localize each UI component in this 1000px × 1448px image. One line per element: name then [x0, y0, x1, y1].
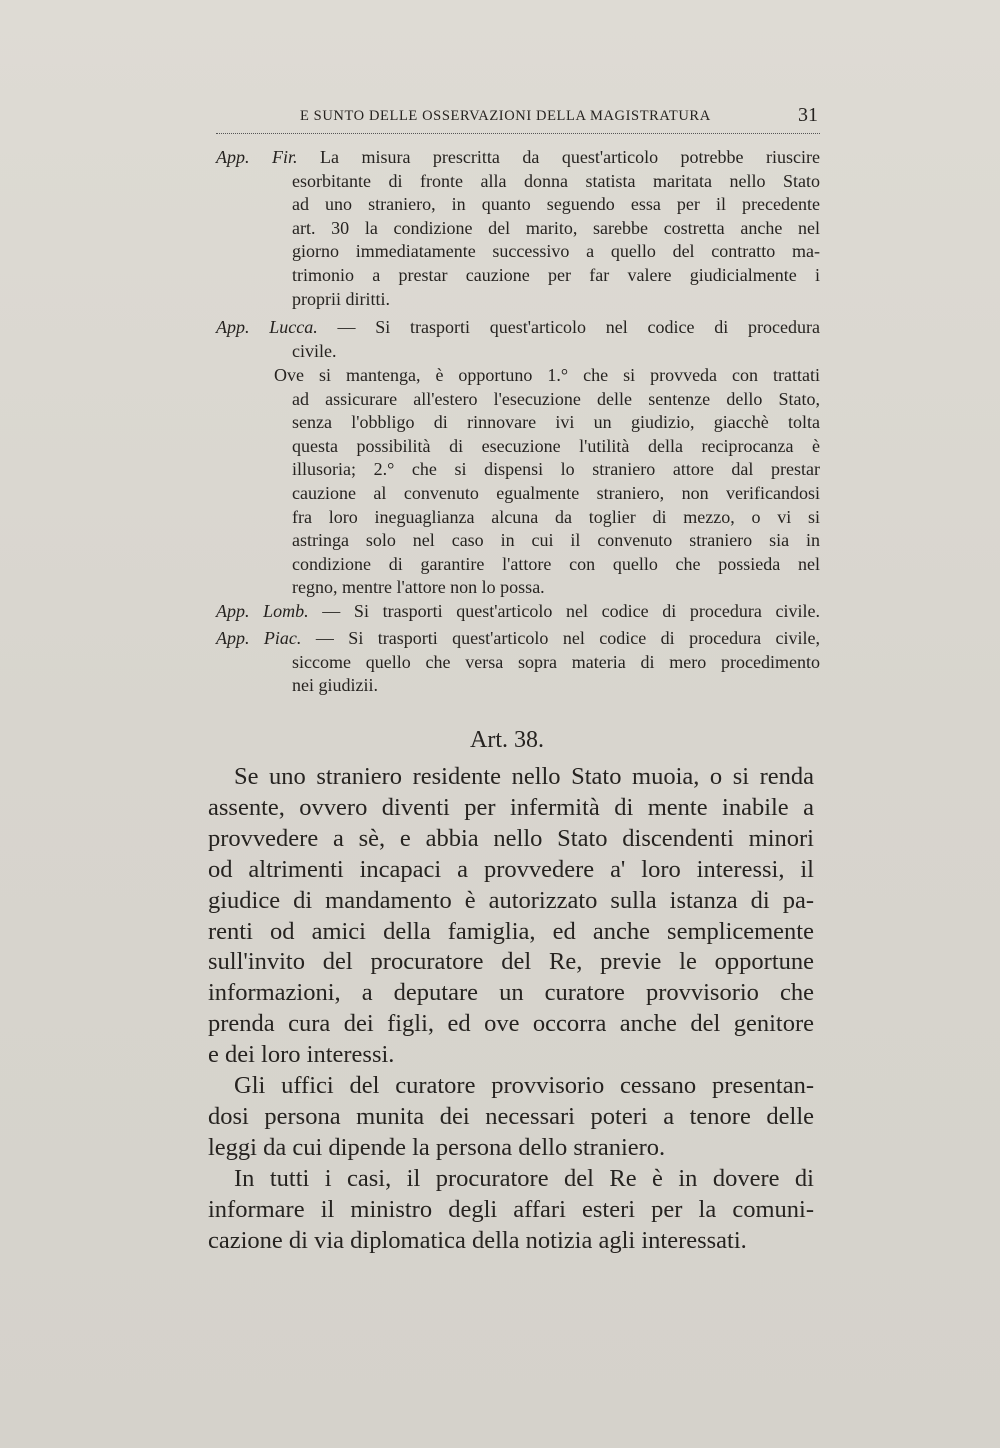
article-line: cazione di via diplomatica della notizia agli interessati. — [208, 1226, 747, 1254]
note-line: senza l'obbligo di rinnovare ivi un giudizio, giacchè tolta — [292, 412, 820, 433]
note-line: condizione di garantire l'attore con quello che possieda nel — [292, 553, 820, 574]
article-line: provvedere a sè, e abbia nello Stato discendenti minori — [208, 824, 814, 852]
note-line: siccome quello che versa sopra materia di mero procedimento — [292, 651, 820, 672]
note-line: trimonio a prestar cauzione per far valere giudicialmente i — [292, 264, 820, 285]
note-line: esorbitante di fronte alla donna statista maritata nello Stato — [292, 170, 820, 191]
page-number: 31 — [798, 104, 818, 126]
note-line: Ove si mantenga, è opportuno 1.° che si provveda con trattati — [274, 365, 820, 385]
note-line: questa possibilità di esecuzione l'utilità della reciprocanza è — [292, 435, 820, 456]
article-line: leggi da cui dipende la persona dello straniero. — [208, 1133, 666, 1161]
note-line: nei giudizii. — [292, 675, 378, 696]
note-line: regno, mentre l'attore non lo possa. — [292, 577, 545, 598]
note-line: giorno immediatamente successivo a quello del contratto ma- — [292, 241, 820, 262]
note-line: art. 30 la condizione del marito, sarebbe costretta anche nel — [292, 217, 820, 238]
note-line: illusoria; 2.° che si dispensi lo straniero attore dal prestar — [292, 459, 820, 480]
article-paragraph-2 — [208, 1071, 814, 1164]
article-line: Gli uffici del curatore provvisorio cessano presentan- — [234, 1072, 814, 1100]
article-line: sull'invito del procuratore del Re, previe le opportune — [208, 948, 814, 976]
article-line: giudice di mandamento è autorizzato sulla istanza di pa- — [208, 886, 814, 914]
note-source: App. Lucca. — [216, 317, 318, 337]
note-line: App. Fir. La misura prescritta da quest'articolo potrebbe riuscire — [216, 147, 820, 167]
note-app-piac — [216, 627, 820, 698]
article-line: Se uno straniero residente nello Stato muoia, o si renda — [234, 763, 814, 790]
article-line: assente, ovvero diventi per infermità di mente inabile a — [208, 793, 814, 821]
note-source: App. Piac. — [216, 628, 302, 648]
article-paragraph-1 — [208, 762, 814, 1071]
note-line: proprii diritti. — [292, 288, 390, 309]
note-line: App. Lomb. — Si trasporti quest'articolo nel codice di procedura civile. — [216, 601, 821, 621]
note-line: cauzione al convenuto egualmente straniero, non verificandosi — [292, 482, 820, 503]
article-line: In tutti i casi, il procuratore del Re è in dovere di — [234, 1164, 814, 1192]
header-title: E SUNTO DELLE OSSERVAZIONI DELLA MAGISTRATURA — [300, 108, 711, 124]
note-line: App. Lucca. — Si trasporti quest'articolo nel codice di procedura — [216, 317, 820, 337]
note-source: App. Lomb. — [216, 601, 309, 621]
note-line: ad uno straniero, in quanto seguendo essa per il precedente — [292, 194, 820, 215]
note-line: ad assicurare all'estero l'esecuzione delle sentenze dello Stato, — [292, 388, 820, 409]
article-line: informazioni, a deputare un curatore provvisorio che — [208, 979, 814, 1007]
article-heading: Art. 38. — [470, 727, 544, 753]
article-line: e dei loro interessi. — [208, 1041, 395, 1069]
header-rule — [216, 133, 820, 134]
note-line: civile. — [292, 340, 337, 361]
article-line: informare il ministro degli affari esteri per la comuni- — [208, 1195, 814, 1223]
note-line: fra loro ineguaglianza alcuna da toglier di mezzo, o vi si — [292, 506, 820, 527]
article-line: dosi persona munita dei necessari poteri a tenore delle — [208, 1102, 814, 1130]
note-line: astringa solo nel caso in cui il convenuto straniero sia in — [292, 530, 820, 551]
article-line: renti od amici della famiglia, ed anche semplicemente — [208, 917, 814, 945]
note-source: App. Fir. — [216, 147, 298, 167]
running-header — [216, 104, 820, 130]
note-app-fir — [216, 146, 820, 311]
note-app-lucca — [216, 316, 820, 363]
article-body — [208, 762, 814, 1257]
article-line: od altrimenti incapaci a provvedere a' loro interessi, il — [208, 855, 814, 883]
note-lucca-continuation — [216, 364, 820, 600]
article-line: prenda cura dei figli, ed ove occorra anche del genitore — [208, 1010, 814, 1038]
article-paragraph-3 — [208, 1164, 814, 1257]
note-app-lomb — [216, 600, 820, 624]
note-line: App. Piac. — Si trasporti quest'articolo nel codice di procedura civile, — [216, 628, 820, 648]
